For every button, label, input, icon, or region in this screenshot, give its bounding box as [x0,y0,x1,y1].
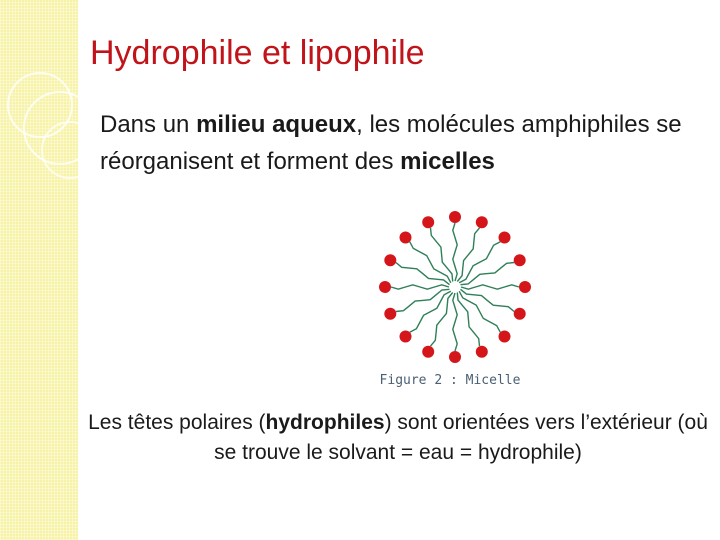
conclusion-paragraph [88,408,708,468]
hydrophilic-head [519,281,531,293]
intro-bold-milieu-aqueux: milieu aqueux [196,111,357,138]
hydrophilic-head [449,351,461,363]
lipophilic-tail [410,242,451,283]
intro-paragraph [100,106,700,180]
conclusion-bold-hydrophiles: hydrophiles [265,411,385,434]
lipophilic-tail [453,223,457,281]
lipophilic-tail [461,285,519,289]
figure-caption: Figure 2 : Micelle [379,373,521,388]
decorative-circles [0,0,78,540]
hydrophilic-head [384,308,396,320]
micelle-figure [370,205,540,395]
slide-title: Hydrophile et lipophile [90,34,425,72]
hydrophilic-head [499,232,511,244]
hydrophilic-head [476,216,488,228]
lipophilic-tail [459,242,500,283]
lipophilic-tail [453,293,457,351]
conclusion-text-2: ) sont orientées vers l’extérieur (où se trouve le solvant = eau = hydrophile) [214,411,708,464]
micelle-diagram [370,205,540,370]
hydrophilic-head [514,308,526,320]
hydrophilic-head [400,232,412,244]
hydrophilic-head [514,254,526,266]
hydrophilic-head [422,346,434,358]
hydrophilic-head [422,216,434,228]
lipophilic-tail [391,285,449,289]
hydrophilic-head [476,346,488,358]
intro-text-2: , les molécules amphiphiles se réorganisent et forment des [100,111,682,175]
hydrophilic-head [379,281,391,293]
hydrophilic-head [400,331,412,343]
hydrophilic-head [449,211,461,223]
decorative-side-band [0,0,78,540]
conclusion-text-1: Les têtes polaires ( [88,411,266,434]
lipophilic-tail [410,291,451,332]
intro-bold-micelles: micelles [400,148,495,175]
lipophilic-tail [459,291,500,332]
hydrophilic-head [499,331,511,343]
hydrophilic-head [384,254,396,266]
intro-text-1: Dans un [100,111,197,138]
